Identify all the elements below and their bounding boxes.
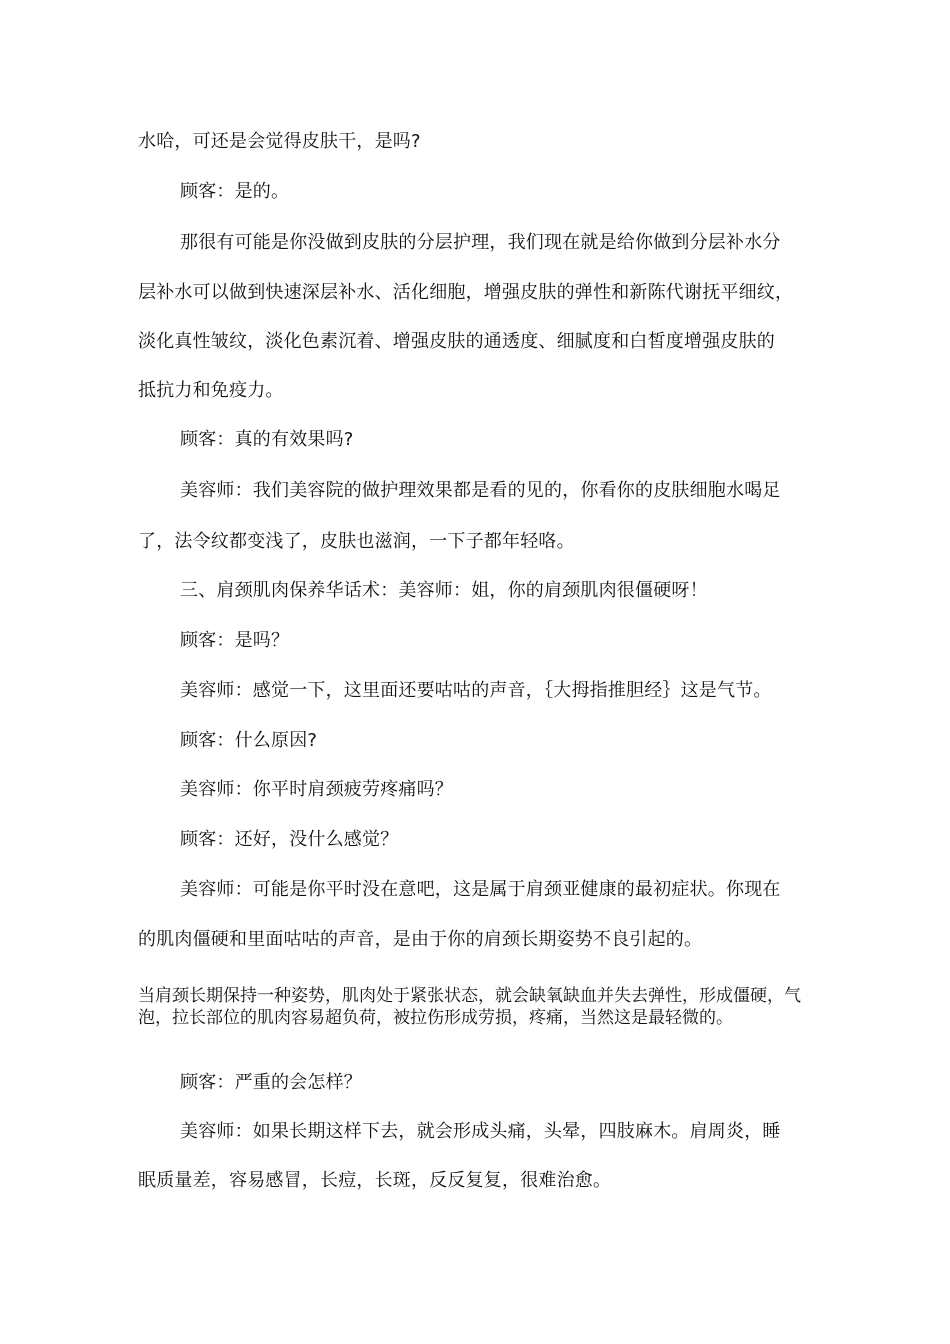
text-line: 美容师：我们美容院的做护理效果都是看的见的，你看你的皮肤细胞水喝足 xyxy=(180,480,781,501)
text-line: 顾客：严重的会怎样？ xyxy=(180,1072,362,1093)
text-line: 的肌肉僵硬和里面咕咕的声音，是由于你的肩颈长期姿势不良引起的。 xyxy=(138,929,703,950)
text-line: 美容师：感觉一下，这里面还要咕咕的声音，｛大拇指推胆经｝这是气节。 xyxy=(180,680,772,701)
text-line: 层补水可以做到快速深层补水、活化细胞，增强皮肤的弹性和新陈代谢抚平细纹， xyxy=(138,282,794,303)
text-line: 顾客：是的。 xyxy=(180,181,290,202)
text-line: 美容师：如果长期这样下去，就会形成头痛，头晕，四肢麻木。肩周炎，睡 xyxy=(180,1121,781,1142)
text-line: 三、肩颈肌肉保养华话术：美容师：姐，你的肩颈肌肉很僵硬呀！ xyxy=(180,580,708,601)
text-line: 淡化真性皱纹，淡化色素沉着、增强皮肤的通透度、细腻度和白皙度增强皮肤的 xyxy=(138,331,775,352)
text-line: 顾客：还好，没什么感觉？ xyxy=(180,829,399,850)
text-line: 美容师：你平时肩颈疲劳疼痛吗？ xyxy=(180,779,453,800)
text-line: 顾客：真的有效果吗? xyxy=(180,429,354,450)
dense-paragraph: 当肩颈长期保持一种姿势，肌肉处于紧张状态，就会缺氧缺血并失去弹性，形成僵硬，气泡，拉长部位的肌肉容易超负荷，被拉伤形成劳损，疼痛，当然这是最轻微的。 xyxy=(138,986,801,1028)
text-line: 了，法令纹都变浅了，皮肤也滋润，一下子都年轻咯。 xyxy=(138,531,575,552)
text-line: 水哈，可还是会觉得皮肤干，是吗? xyxy=(138,131,421,152)
text-line: 那很有可能是你没做到皮肤的分层护理，我们现在就是给你做到分层补水分 xyxy=(180,232,781,253)
text-line: 顾客：什么原因? xyxy=(180,730,318,751)
text-line: 眠质量差，容易感冒，长痘，长斑，反反复复，很难治愈。 xyxy=(138,1170,612,1191)
text-line: 顾客：是吗？ xyxy=(180,630,290,651)
text-line: 美容师：可能是你平时没在意吧，这是属于肩颈亚健康的最初症状。你现在 xyxy=(180,879,781,900)
text-line: 抵抗力和免疫力。 xyxy=(138,380,284,401)
